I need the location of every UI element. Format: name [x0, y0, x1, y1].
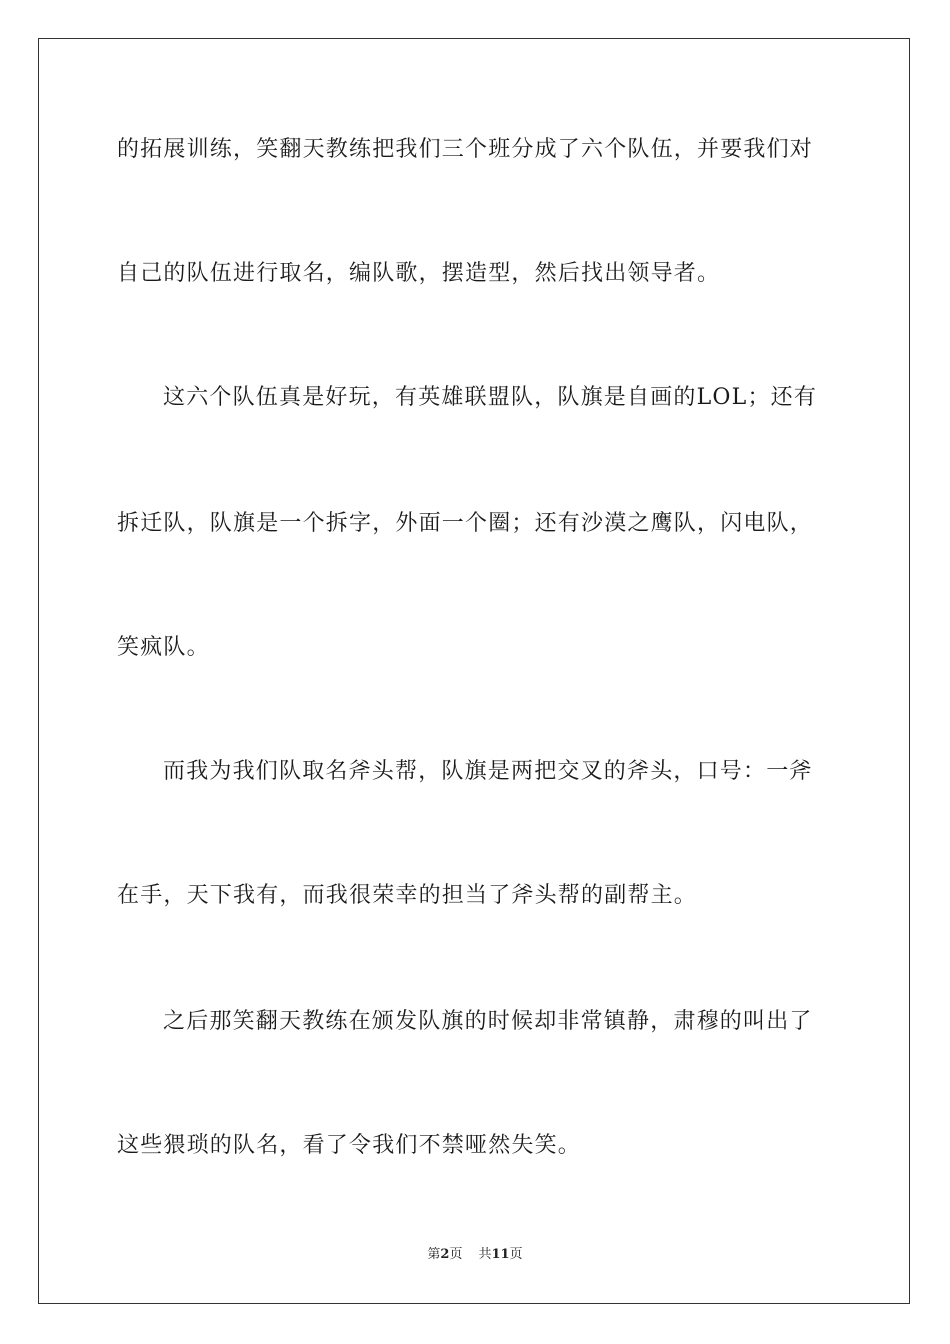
paragraph-line: 之后那笑翻天教练在颁发队旗的时候却非常镇静，肃穆的叫出了 [163, 1009, 813, 1034]
page-number: 2 [440, 1247, 450, 1262]
total-prefix: 共 [478, 1247, 492, 1262]
page-border [38, 38, 910, 1304]
page-footer [0, 1246, 950, 1264]
paragraph-line: 笑疯队。 [117, 635, 210, 660]
paragraph-line: 这些猥琐的队名，看了令我们不禁哑然失笑。 [117, 1133, 582, 1158]
paragraph-line: 拆迁队，队旗是一个拆字，外面一个圈；还有沙漠之鹰队，闪电队， [117, 511, 814, 536]
page-prefix: 第 [427, 1247, 441, 1262]
paragraph-line: 而我为我们队取名斧头帮，队旗是两把交叉的斧头，口号：一斧 [163, 759, 813, 784]
paragraph-line: 在手，天下我有，而我很荣幸的担当了斧头帮的副帮主。 [117, 883, 698, 908]
paragraph-line: 自己的队伍进行取名，编队歌，摆造型，然后找出领导者。 [117, 261, 721, 286]
paragraph-line: 的拓展训练，笑翻天教练把我们三个班分成了六个队伍，并要我们对 [117, 137, 814, 162]
paragraph-line: 这六个队伍真是好玩，有英雄联盟队，队旗是自画的LOL；还有 [163, 385, 818, 410]
page-suffix: 页 [449, 1247, 463, 1262]
total-pages: 11 [491, 1247, 510, 1262]
total-suffix: 页 [509, 1247, 523, 1262]
